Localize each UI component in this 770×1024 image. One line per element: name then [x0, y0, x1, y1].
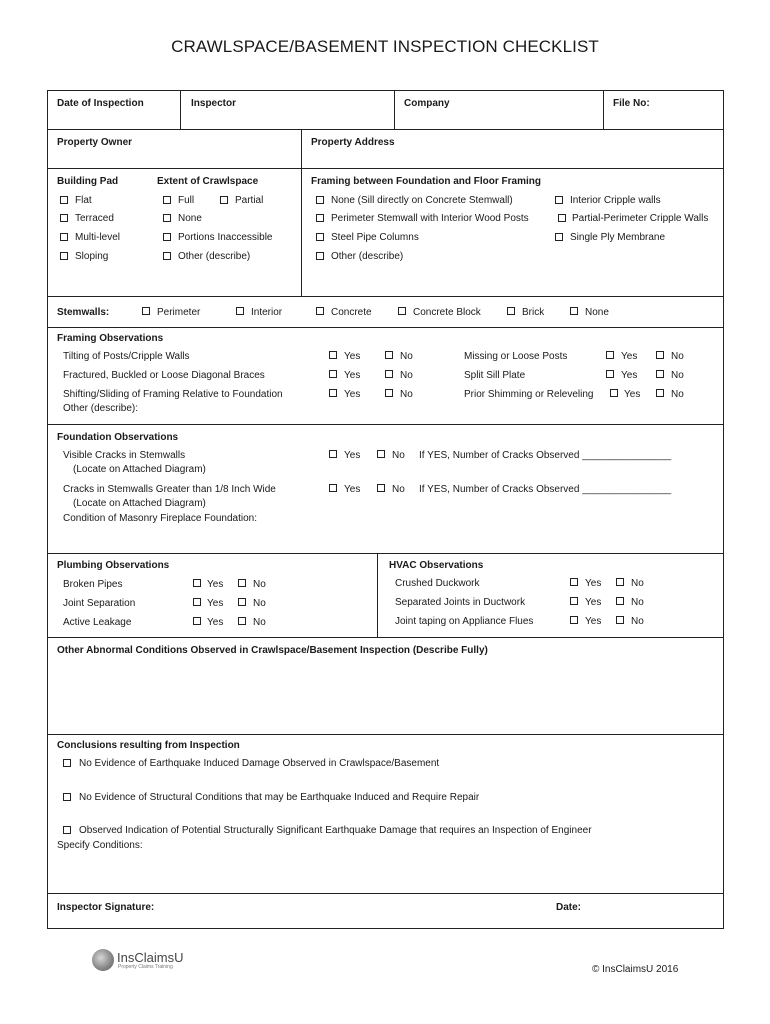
inspector-signature-label: Inspector Signature:: [57, 902, 155, 913]
tilting-no-label: No: [400, 351, 413, 362]
no-structural-conditions-label: No Evidence of Structural Conditions that may be Earthquake Induced and Require Repair: [79, 792, 480, 803]
separated-joints-no-checkbox[interactable]: [616, 597, 624, 605]
rule-conclusions: [47, 893, 724, 894]
stemwall-interior-label: Interior: [251, 307, 283, 318]
stemwall-brick-label: Brick: [522, 307, 545, 318]
joint-separation-label: Joint Separation: [63, 598, 136, 609]
tilting-yes-checkbox[interactable]: [329, 351, 337, 359]
wide-cracks-no-checkbox[interactable]: [377, 484, 385, 492]
split-sill-no-checkbox[interactable]: [656, 370, 664, 378]
perimeter-stemwall-checkbox[interactable]: [316, 214, 324, 222]
foundation-observations-heading: Foundation Observations: [57, 432, 179, 443]
other-abnormal-heading: Other Abnormal Conditions Observed in Crawlspace/Basement Inspection (Describe Fully): [57, 645, 488, 656]
partial-checkbox[interactable]: [220, 196, 228, 204]
interior-cripple-checkbox[interactable]: [555, 196, 563, 204]
missing-posts-yes-checkbox[interactable]: [606, 351, 614, 359]
tilting-label: Tilting of Posts/Cripple Walls: [63, 351, 190, 362]
separated-joints-label: Separated Joints in Ductwork: [395, 597, 526, 608]
separated-joints-yes-label: Yes: [585, 597, 602, 608]
visible-cracks-count-field[interactable]: If YES, Number of Cracks Observed ________________: [419, 450, 672, 461]
signature-date-label: Date:: [556, 902, 582, 913]
fractured-yes-checkbox[interactable]: [329, 370, 337, 378]
broken-pipes-label: Broken Pipes: [63, 579, 123, 590]
joint-separation-no-label: No: [253, 598, 266, 609]
rule-framing-obs: [47, 424, 724, 425]
perimeter-stemwall-label: Perimeter Stemwall with Interior Wood Posts: [331, 213, 529, 224]
flat-checkbox[interactable]: [60, 196, 68, 204]
sloping-label: Sloping: [75, 251, 109, 262]
single-ply-label: Single Ply Membrane: [570, 232, 666, 243]
joint-taping-no-checkbox[interactable]: [616, 616, 624, 624]
joint-separation-no-checkbox[interactable]: [238, 598, 246, 606]
multi-level-label: Multi-level: [75, 232, 121, 243]
joint-taping-no-label: No: [631, 616, 644, 627]
rule-other: [47, 734, 724, 735]
shifting-no-checkbox[interactable]: [385, 389, 393, 397]
no-structural-conditions-checkbox[interactable]: [63, 793, 71, 801]
flat-label: Flat: [75, 195, 92, 206]
stemwalls-label: Stemwalls:: [57, 307, 110, 318]
missing-posts-no-checkbox[interactable]: [656, 351, 664, 359]
missing-posts-label: Missing or Loose Posts: [464, 351, 568, 362]
wide-cracks-count-field[interactable]: If YES, Number of Cracks Observed ________________: [419, 484, 672, 495]
framing-other-describe-label: Other (describe):: [63, 403, 139, 414]
rule-owner: [47, 168, 724, 169]
joint-separation-yes-label: Yes: [207, 598, 224, 609]
steel-pipe-checkbox[interactable]: [316, 233, 324, 241]
broken-pipes-yes-checkbox[interactable]: [193, 579, 201, 587]
visible-cracks-yes-label: Yes: [344, 450, 361, 461]
document-title: CRAWLSPACE/BASEMENT INSPECTION CHECKLIST: [171, 37, 599, 56]
divider-inspector: [180, 90, 181, 129]
plumbing-observations-heading: Plumbing Observations: [57, 560, 170, 571]
specify-conditions-label: Specify Conditions:: [57, 840, 143, 851]
missing-posts-yes-label: Yes: [621, 351, 638, 362]
rule-stemwalls: [47, 327, 724, 328]
logo-swirl-icon: [92, 949, 114, 971]
file-no-label: File No:: [613, 98, 650, 109]
tilting-yes-label: Yes: [344, 351, 361, 362]
no-earthquake-damage-label: No Evidence of Earthquake Induced Damage Observed in Crawlspace/Basement: [79, 758, 440, 769]
fractured-yes-label: Yes: [344, 370, 361, 381]
crushed-duckwork-yes-label: Yes: [585, 578, 602, 589]
split-sill-yes-label: Yes: [621, 370, 638, 381]
visible-cracks-no-label: No: [392, 450, 405, 461]
framing-observations-heading: Framing Observations: [57, 333, 164, 344]
wide-cracks-label: Cracks in Stemwalls Greater than 1/8 Inch Wide: [63, 484, 276, 495]
full-label: Full: [178, 195, 195, 206]
broken-pipes-no-checkbox[interactable]: [238, 579, 246, 587]
crushed-duckwork-no-checkbox[interactable]: [616, 578, 624, 586]
split-sill-yes-checkbox[interactable]: [606, 370, 614, 378]
active-leakage-yes-label: Yes: [207, 617, 224, 628]
shifting-yes-checkbox[interactable]: [329, 389, 337, 397]
stemwall-none-checkbox[interactable]: [570, 307, 578, 315]
divider-hvac: [377, 553, 378, 637]
stemwall-perimeter-label: Perimeter: [157, 307, 201, 318]
fractured-no-label: No: [400, 370, 413, 381]
sloping-checkbox[interactable]: [60, 252, 68, 260]
prior-shimming-label: Prior Shimming or Releveling: [464, 389, 594, 400]
terraced-checkbox[interactable]: [60, 214, 68, 222]
prior-shimming-yes-label: Yes: [624, 389, 641, 400]
framing-other-checkbox[interactable]: [316, 252, 324, 260]
joint-taping-label: Joint taping on Appliance Flues: [395, 616, 534, 627]
visible-cracks-no-checkbox[interactable]: [377, 450, 385, 458]
rule-header: [47, 129, 724, 130]
date-of-inspection-label: Date of Inspection: [57, 98, 144, 109]
potential-damage-label: Observed Indication of Potential Structurally Significant Earthquake Damage that requires an Inspection of Engineer: [79, 825, 592, 836]
joint-taping-yes-label: Yes: [585, 616, 602, 627]
partial-perimeter-label: Partial-Perimeter Cripple Walls: [572, 213, 709, 224]
copyright-text: © InsClaimsU 2016: [592, 964, 679, 975]
extent-none-label: None: [178, 213, 202, 224]
terraced-label: Terraced: [75, 213, 114, 224]
split-sill-label: Split Sill Plate: [464, 370, 526, 381]
active-leakage-no-label: No: [253, 617, 266, 628]
locate-diagram-note-2: (Locate on Attached Diagram): [73, 498, 206, 509]
extent-other-checkbox[interactable]: [163, 252, 171, 260]
split-sill-no-label: No: [671, 370, 684, 381]
visible-cracks-label: Visible Cracks in Stemwalls: [63, 450, 186, 461]
property-owner-label: Property Owner: [57, 137, 133, 148]
fractured-no-checkbox[interactable]: [385, 370, 393, 378]
wide-cracks-yes-checkbox[interactable]: [329, 484, 337, 492]
active-leakage-label: Active Leakage: [63, 617, 132, 628]
joint-taping-yes-checkbox[interactable]: [570, 616, 578, 624]
separated-joints-no-label: No: [631, 597, 644, 608]
stemwall-brick-checkbox[interactable]: [507, 307, 515, 315]
company-label: Company: [404, 98, 450, 109]
broken-pipes-yes-label: Yes: [207, 579, 224, 590]
stemwall-concrete-checkbox[interactable]: [316, 307, 324, 315]
stemwall-none-label: None: [585, 307, 609, 318]
conclusions-heading: Conclusions resulting from Inspection: [57, 740, 240, 751]
rule-plumbing: [47, 637, 724, 638]
full-checkbox[interactable]: [163, 196, 171, 204]
extent-none-checkbox[interactable]: [163, 214, 171, 222]
no-earthquake-damage-checkbox[interactable]: [63, 759, 71, 767]
partial-perimeter-checkbox[interactable]: [558, 214, 566, 222]
interior-cripple-label: Interior Cripple walls: [570, 195, 661, 206]
divider-address: [301, 129, 302, 296]
masonry-fireplace-label: Condition of Masonry Fireplace Foundation:: [63, 513, 257, 524]
prior-shimming-yes-checkbox[interactable]: [610, 389, 618, 397]
divider-file: [603, 90, 604, 129]
property-address-label: Property Address: [311, 137, 395, 148]
prior-shimming-no-label: No: [671, 389, 684, 400]
potential-damage-checkbox[interactable]: [63, 826, 71, 834]
inspector-label: Inspector: [191, 98, 237, 109]
extent-heading: Extent of Crawlspace: [157, 176, 259, 187]
portions-inaccessible-checkbox[interactable]: [163, 233, 171, 241]
steel-pipe-label: Steel Pipe Columns: [331, 232, 419, 243]
joint-separation-yes-checkbox[interactable]: [193, 598, 201, 606]
tilting-no-checkbox[interactable]: [385, 351, 393, 359]
multi-level-checkbox[interactable]: [60, 233, 68, 241]
divider-company: [394, 90, 395, 129]
stemwall-concrete-block-label: Concrete Block: [413, 307, 481, 318]
building-pad-heading: Building Pad: [57, 176, 119, 187]
visible-cracks-yes-checkbox[interactable]: [329, 450, 337, 458]
broken-pipes-no-label: No: [253, 579, 266, 590]
extent-other-label: Other (describe): [178, 251, 251, 262]
stemwall-concrete-block-checkbox[interactable]: [398, 307, 406, 315]
portions-inaccessible-label: Portions Inaccessible: [178, 232, 273, 243]
active-leakage-yes-checkbox[interactable]: [193, 617, 201, 625]
logo-tagline: Property Claims Training: [118, 964, 173, 970]
partial-label: Partial: [235, 195, 264, 206]
wide-cracks-yes-label: Yes: [344, 484, 361, 495]
fractured-braces-label: Fractured, Buckled or Loose Diagonal Braces: [63, 370, 265, 381]
missing-posts-no-label: No: [671, 351, 684, 362]
logo-name: InsClaimsU: [117, 950, 184, 965]
framing-other-label: Other (describe): [331, 251, 404, 262]
crushed-duckwork-no-label: No: [631, 578, 644, 589]
hvac-observations-heading: HVAC Observations: [389, 560, 484, 571]
shifting-label: Shifting/Sliding of Framing Relative to Foundation: [63, 389, 283, 400]
stemwall-interior-checkbox[interactable]: [236, 307, 244, 315]
framing-heading: Framing between Foundation and Floor Framing: [311, 176, 541, 187]
shifting-yes-label: Yes: [344, 389, 361, 400]
rule-framing: [47, 296, 724, 297]
stemwall-concrete-label: Concrete: [331, 307, 372, 318]
separated-joints-yes-checkbox[interactable]: [570, 597, 578, 605]
locate-diagram-note-1: (Locate on Attached Diagram): [73, 464, 206, 475]
stemwall-perimeter-checkbox[interactable]: [142, 307, 150, 315]
active-leakage-no-checkbox[interactable]: [238, 617, 246, 625]
shifting-no-label: No: [400, 389, 413, 400]
wide-cracks-no-label: No: [392, 484, 405, 495]
none-sill-label: None (Sill directly on Concrete Stemwall): [331, 195, 513, 206]
none-sill-checkbox[interactable]: [316, 196, 324, 204]
single-ply-checkbox[interactable]: [555, 233, 563, 241]
rule-foundation: [47, 553, 724, 554]
crushed-duckwork-yes-checkbox[interactable]: [570, 578, 578, 586]
crushed-duckwork-label: Crushed Duckwork: [395, 578, 480, 589]
prior-shimming-no-checkbox[interactable]: [656, 389, 664, 397]
